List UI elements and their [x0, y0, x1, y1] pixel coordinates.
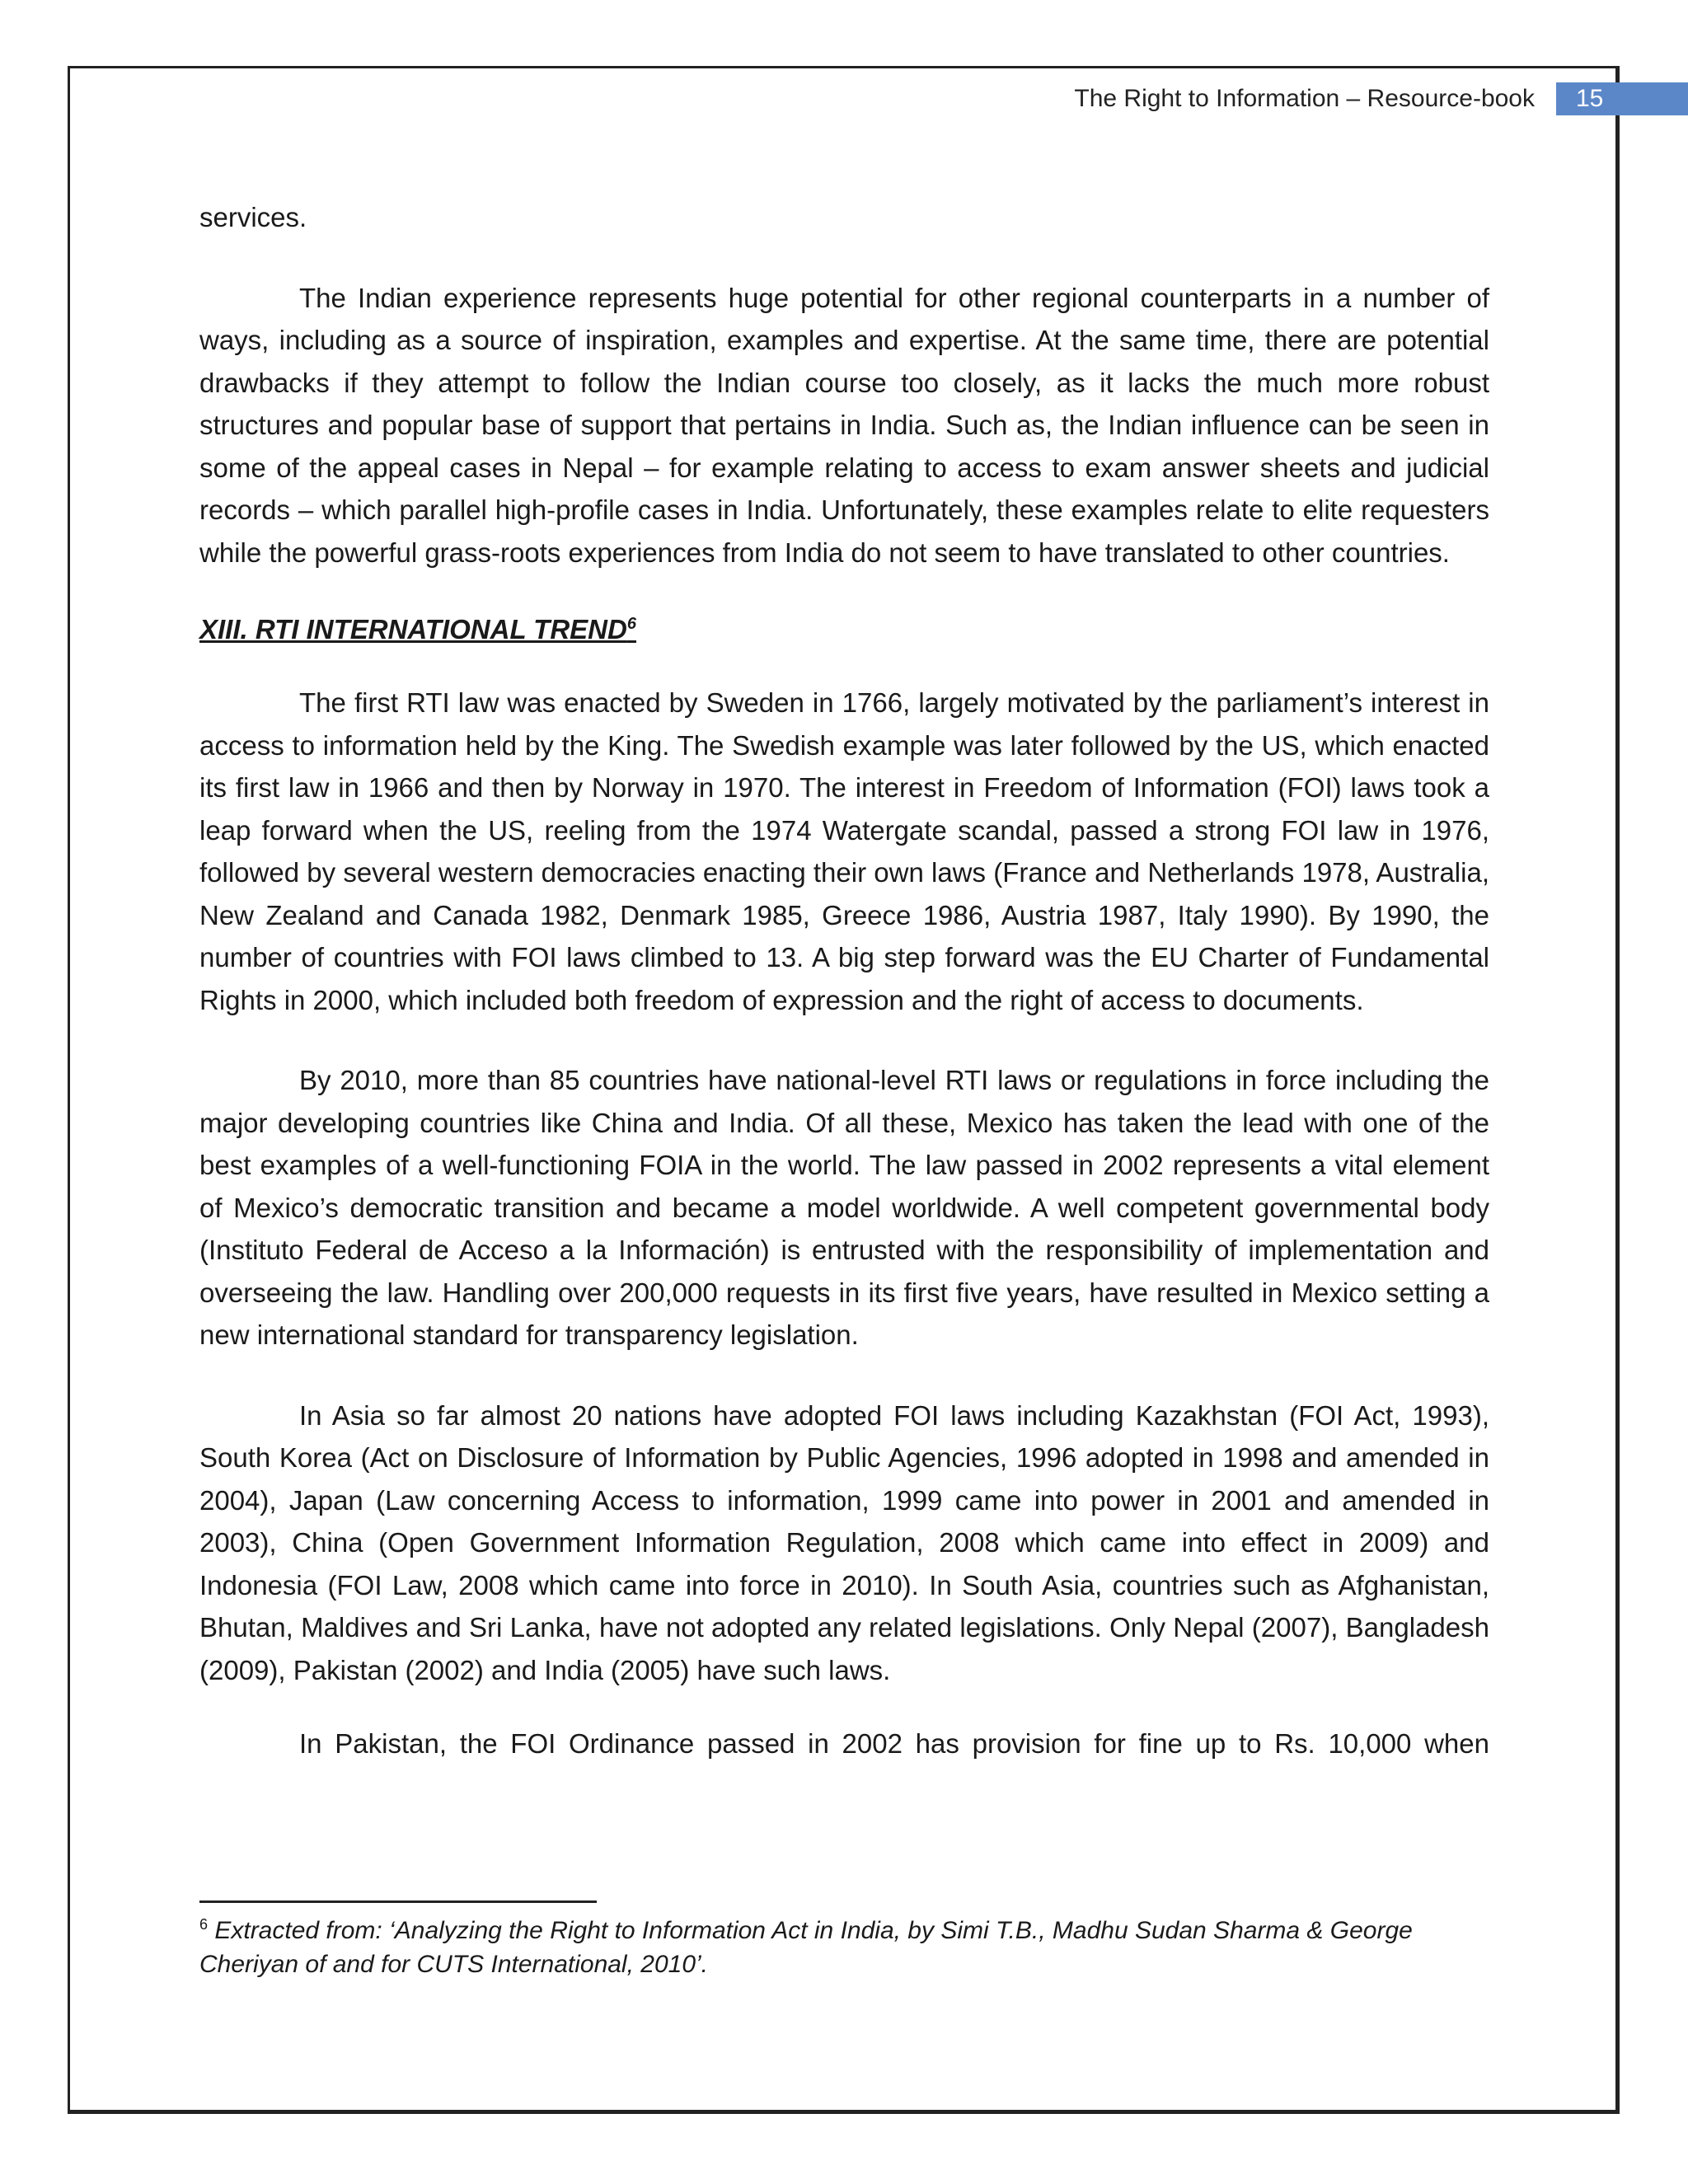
header-title: The Right to Information – Resource-book: [1074, 85, 1535, 112]
paragraph-pakistan: In Pakistan, the FOI Ordinance passed in 2002 has provision for fine up to Rs. 10,000 when: [299, 1728, 1489, 1759]
paragraph-continuation: services.: [199, 202, 307, 232]
section-heading: [199, 608, 1489, 650]
footnote: [199, 1914, 1489, 1981]
paragraph-first-rti-law: The first RTI law was enacted by Sweden in 1766, largely motivated by the parliament’s interest in access to information held by the King. The Swedish example was later followed by the US, which enacted its first law in 1966 and then by Norway in 1970. The interest in Freedom of Information (FOI) laws took a leap forward when the US, reeling from the 1974 Watergate scandal, passed a strong FOI law in 1976, followed by several western democracies enacting their own laws (France and Netherlands 1978, Australia, New Zealand and Canada 1982, Denmark 1985, Greece 1986, Austria 1987, Italy 1990). By 1990, the number of countries with FOI laws climbed to 13. A big step forward was the EU Charter of Fundamental Rights in 2000, which included both freedom of expression and the right of access to documents.: [199, 687, 1489, 1015]
running-header: [1074, 82, 1688, 115]
footnote-text: Extracted from: ‘Analyzing the Right to Information Act in India, by Simi T.B., Madhu Sudan Sharma & George Cheriyan of and for CUTS International, 2010’.: [199, 1917, 1413, 1978]
page-number: 15: [1556, 82, 1688, 115]
paragraph-indian-experience: The Indian experience represents huge potential for other regional counterparts in a number of ways, including as a source of inspiration, examples and expertise. At the same time, there are potential drawbacks if they attempt to follow the Indian course too closely, as it lacks the much more robust structures and popular base of support that pertains in India. Such as, the Indian influence can be seen in some of the appeal cases in Nepal – for example relating to access to exam answer sheets and judicial records – which parallel high-profile cases in India. Unfortunately, these examples relate to elite requesters while the powerful grass-roots experiences from India do not seem to have translated to other countries.: [199, 282, 1489, 568]
page-body: [199, 196, 1489, 1765]
paragraph-mexico: By 2010, more than 85 countries have national-level RTI laws or regulations in force including the major developing countries like China and India. Of all these, Mexico has taken the lead with one of the best examples of a well-functioning FOIA in the world. The law passed in 2002 represents a vital element of Mexico’s democratic transition and became a model worldwide. A well competent governmental body (Instituto Federal de Acceso a la Información) is entrusted with the responsibility of implementation and overseeing the law. Handling over 200,000 requests in its first five years, have resulted in Mexico setting a new international standard for transparency legislation.: [199, 1065, 1489, 1350]
paragraph-asia: In Asia so far almost 20 nations have adopted FOI laws including Kazakhstan (FOI Act, 1993), South Korea (Act on Disclosure of Information by Public Agencies, 1996 adopted in 1998 and amended in 2004), Japan (Law concerning Access to information, 1999 came into power in 2001 and amended in 2003), China (Open Government Information Regulation, 2008 which came into effect in 2009) and Indonesia (FOI Law, 2008 which came into force in 2010). In South Asia, countries such as Afghanistan, Bhutan, Maldives and Sri Lanka, have not adopted any related legislations. Only Nepal (2007), Bangladesh (2009), Pakistan (2002) and India (2005) have such laws.: [199, 1399, 1489, 1685]
footnote-separator: [199, 1900, 597, 1903]
footnote-reference[interactable]: 6: [626, 615, 636, 633]
footnote-marker: 6: [199, 1916, 209, 1933]
section-heading-text: XIII. RTI INTERNATIONAL TREND: [199, 614, 627, 644]
